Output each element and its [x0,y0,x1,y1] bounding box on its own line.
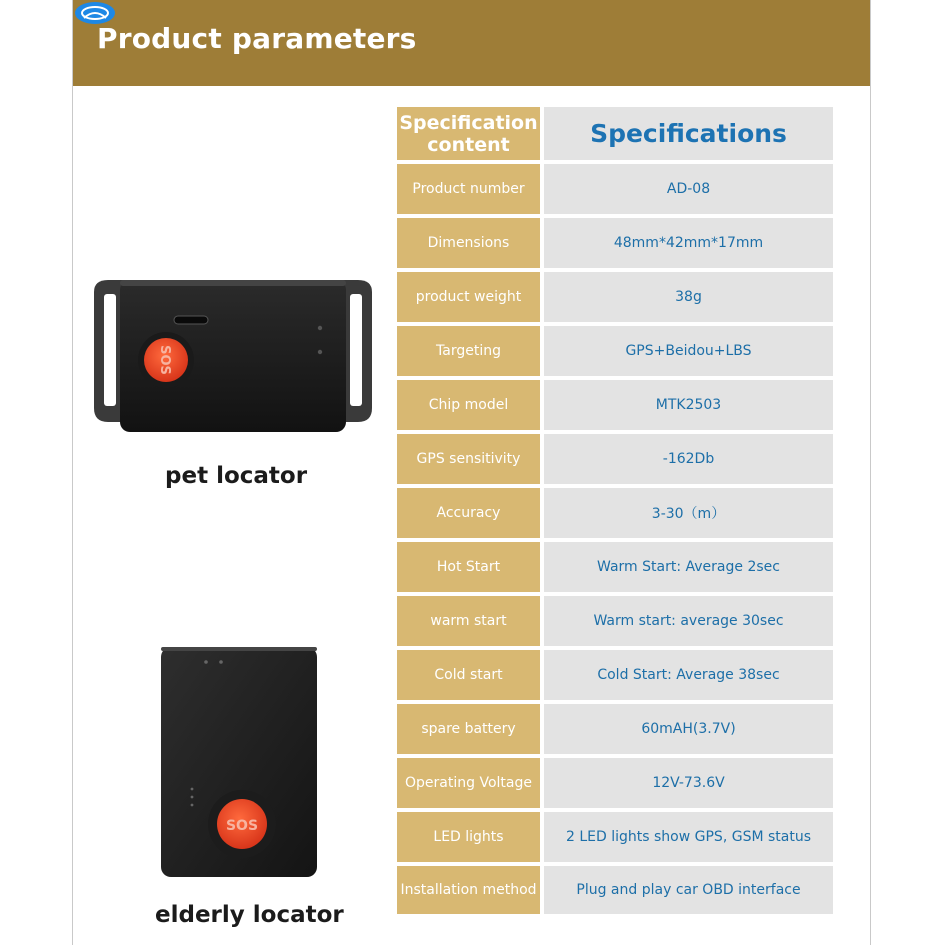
elderly-locator-caption: elderly locator [155,902,344,928]
table-row [397,758,833,808]
row-value: -162Db [544,434,833,484]
row-value: AD-08 [544,164,833,214]
table-row [397,434,833,484]
page-border-left [72,0,73,945]
row-label: Installation method [397,866,540,914]
row-label: Cold start [397,650,540,700]
row-label: Operating Voltage [397,758,540,808]
table-row [397,488,833,538]
row-value: Warm start: average 30sec [544,596,833,646]
table-header-value: Specifications [544,107,833,160]
row-label: product weight [397,272,540,322]
row-label: Targeting [397,326,540,376]
table-header-label: Specification content [397,107,540,160]
row-value: 12V-73.6V [544,758,833,808]
table-row [397,218,833,268]
sos-label: SOS [225,818,259,834]
row-value: 48mm*42mm*17mm [544,218,833,268]
row-value: 38g [544,272,833,322]
table-row [397,326,833,376]
row-value: 3-30（m） [544,488,833,538]
row-label: Dimensions [397,218,540,268]
pet-locator-image [90,272,376,436]
table-row [397,704,833,754]
brand-logo-icon [72,0,118,30]
table-row [397,380,833,430]
row-value: MTK2503 [544,380,833,430]
row-value: GPS+Beidou+LBS [544,326,833,376]
page-title: Product parameters [97,22,417,55]
pet-locator-caption: pet locator [165,463,308,489]
table-row [397,650,833,700]
table-row [397,866,833,914]
row-label: Chip model [397,380,540,430]
row-value: Warm Start: Average 2sec [544,542,833,592]
sos-label: SOS [157,345,172,375]
table-row [397,164,833,214]
page-header [73,0,870,86]
row-label: Product number [397,164,540,214]
table-row [397,542,833,592]
elderly-locator-image [159,645,319,879]
row-label: GPS sensitivity [397,434,540,484]
row-value: Cold Start: Average 38sec [544,650,833,700]
table-row [397,596,833,646]
row-label: warm start [397,596,540,646]
row-label: Hot Start [397,542,540,592]
row-value: Plug and play car OBD interface [544,866,833,914]
row-label: LED lights [397,812,540,862]
table-header-row [397,107,833,160]
row-label: spare battery [397,704,540,754]
table-row [397,812,833,862]
table-row [397,272,833,322]
row-label: Accuracy [397,488,540,538]
row-value: 2 LED lights show GPS, GSM status [544,812,833,862]
row-value: 60mAH(3.7V) [544,704,833,754]
page-border-right [870,0,871,945]
